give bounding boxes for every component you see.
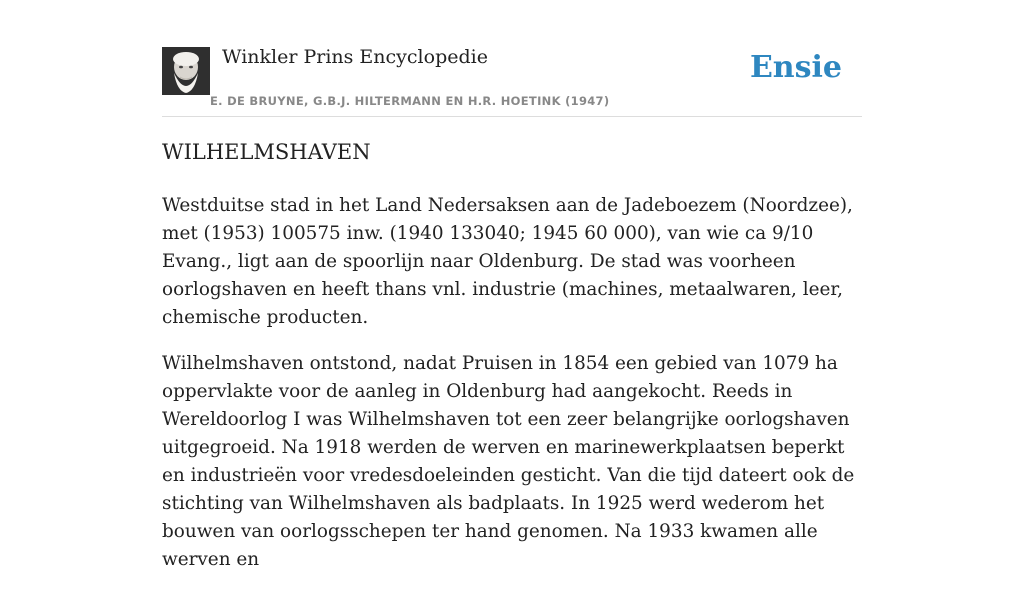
article-body <box>162 192 862 592</box>
author-avatar-icon[interactable] <box>162 47 210 95</box>
source-authors: E. DE BRUYNE, G.B.J. HILTERMANN EN H.R. HOETINK (1947) <box>210 94 610 108</box>
article-paragraph: Wilhelmshaven ontstond, nadat Pruisen in 1854 een gebied van 1079 ha oppervlakte voor de aanleg in Oldenburg had aangekocht. Reeds in Wereldoorlog I was Wilhelmshaven tot een zeer belangrijke oorlogshaven uitgegroeid. Na 1918 werden de werven en marinewerkplaatsen beperkt en industrieën voor vredesdoeleinden gesticht. Van die tijd dateert ook de stichting van Wilhelmshaven als badplaats. In 1925 werd wederom het bouwen van oorlogsschepen ter hand genomen. Na 1933 kwamen alle werven en <box>162 353 855 570</box>
source-header <box>162 44 862 117</box>
bearded-man-portrait-icon <box>162 47 210 95</box>
article-paragraph: Westduitse stad in het Land Nedersaksen aan de Jadeboezem (Noordzee), met (1953) 100575 inw. (1940 133040; 1945 60 000), van wie ca 9/10 Evang., ligt aan de spoorlijn naar Oldenburg. De stad was voorheen oorlogshaven en heeft thans vnl. industrie (machines, metaalwaren, leer, chemische producten. <box>162 195 853 328</box>
article-title: WILHELMSHAVEN <box>162 140 371 164</box>
ensie-logo[interactable]: Ensie <box>749 50 842 85</box>
source-title[interactable]: Winkler Prins Encyclopedie <box>222 46 488 68</box>
